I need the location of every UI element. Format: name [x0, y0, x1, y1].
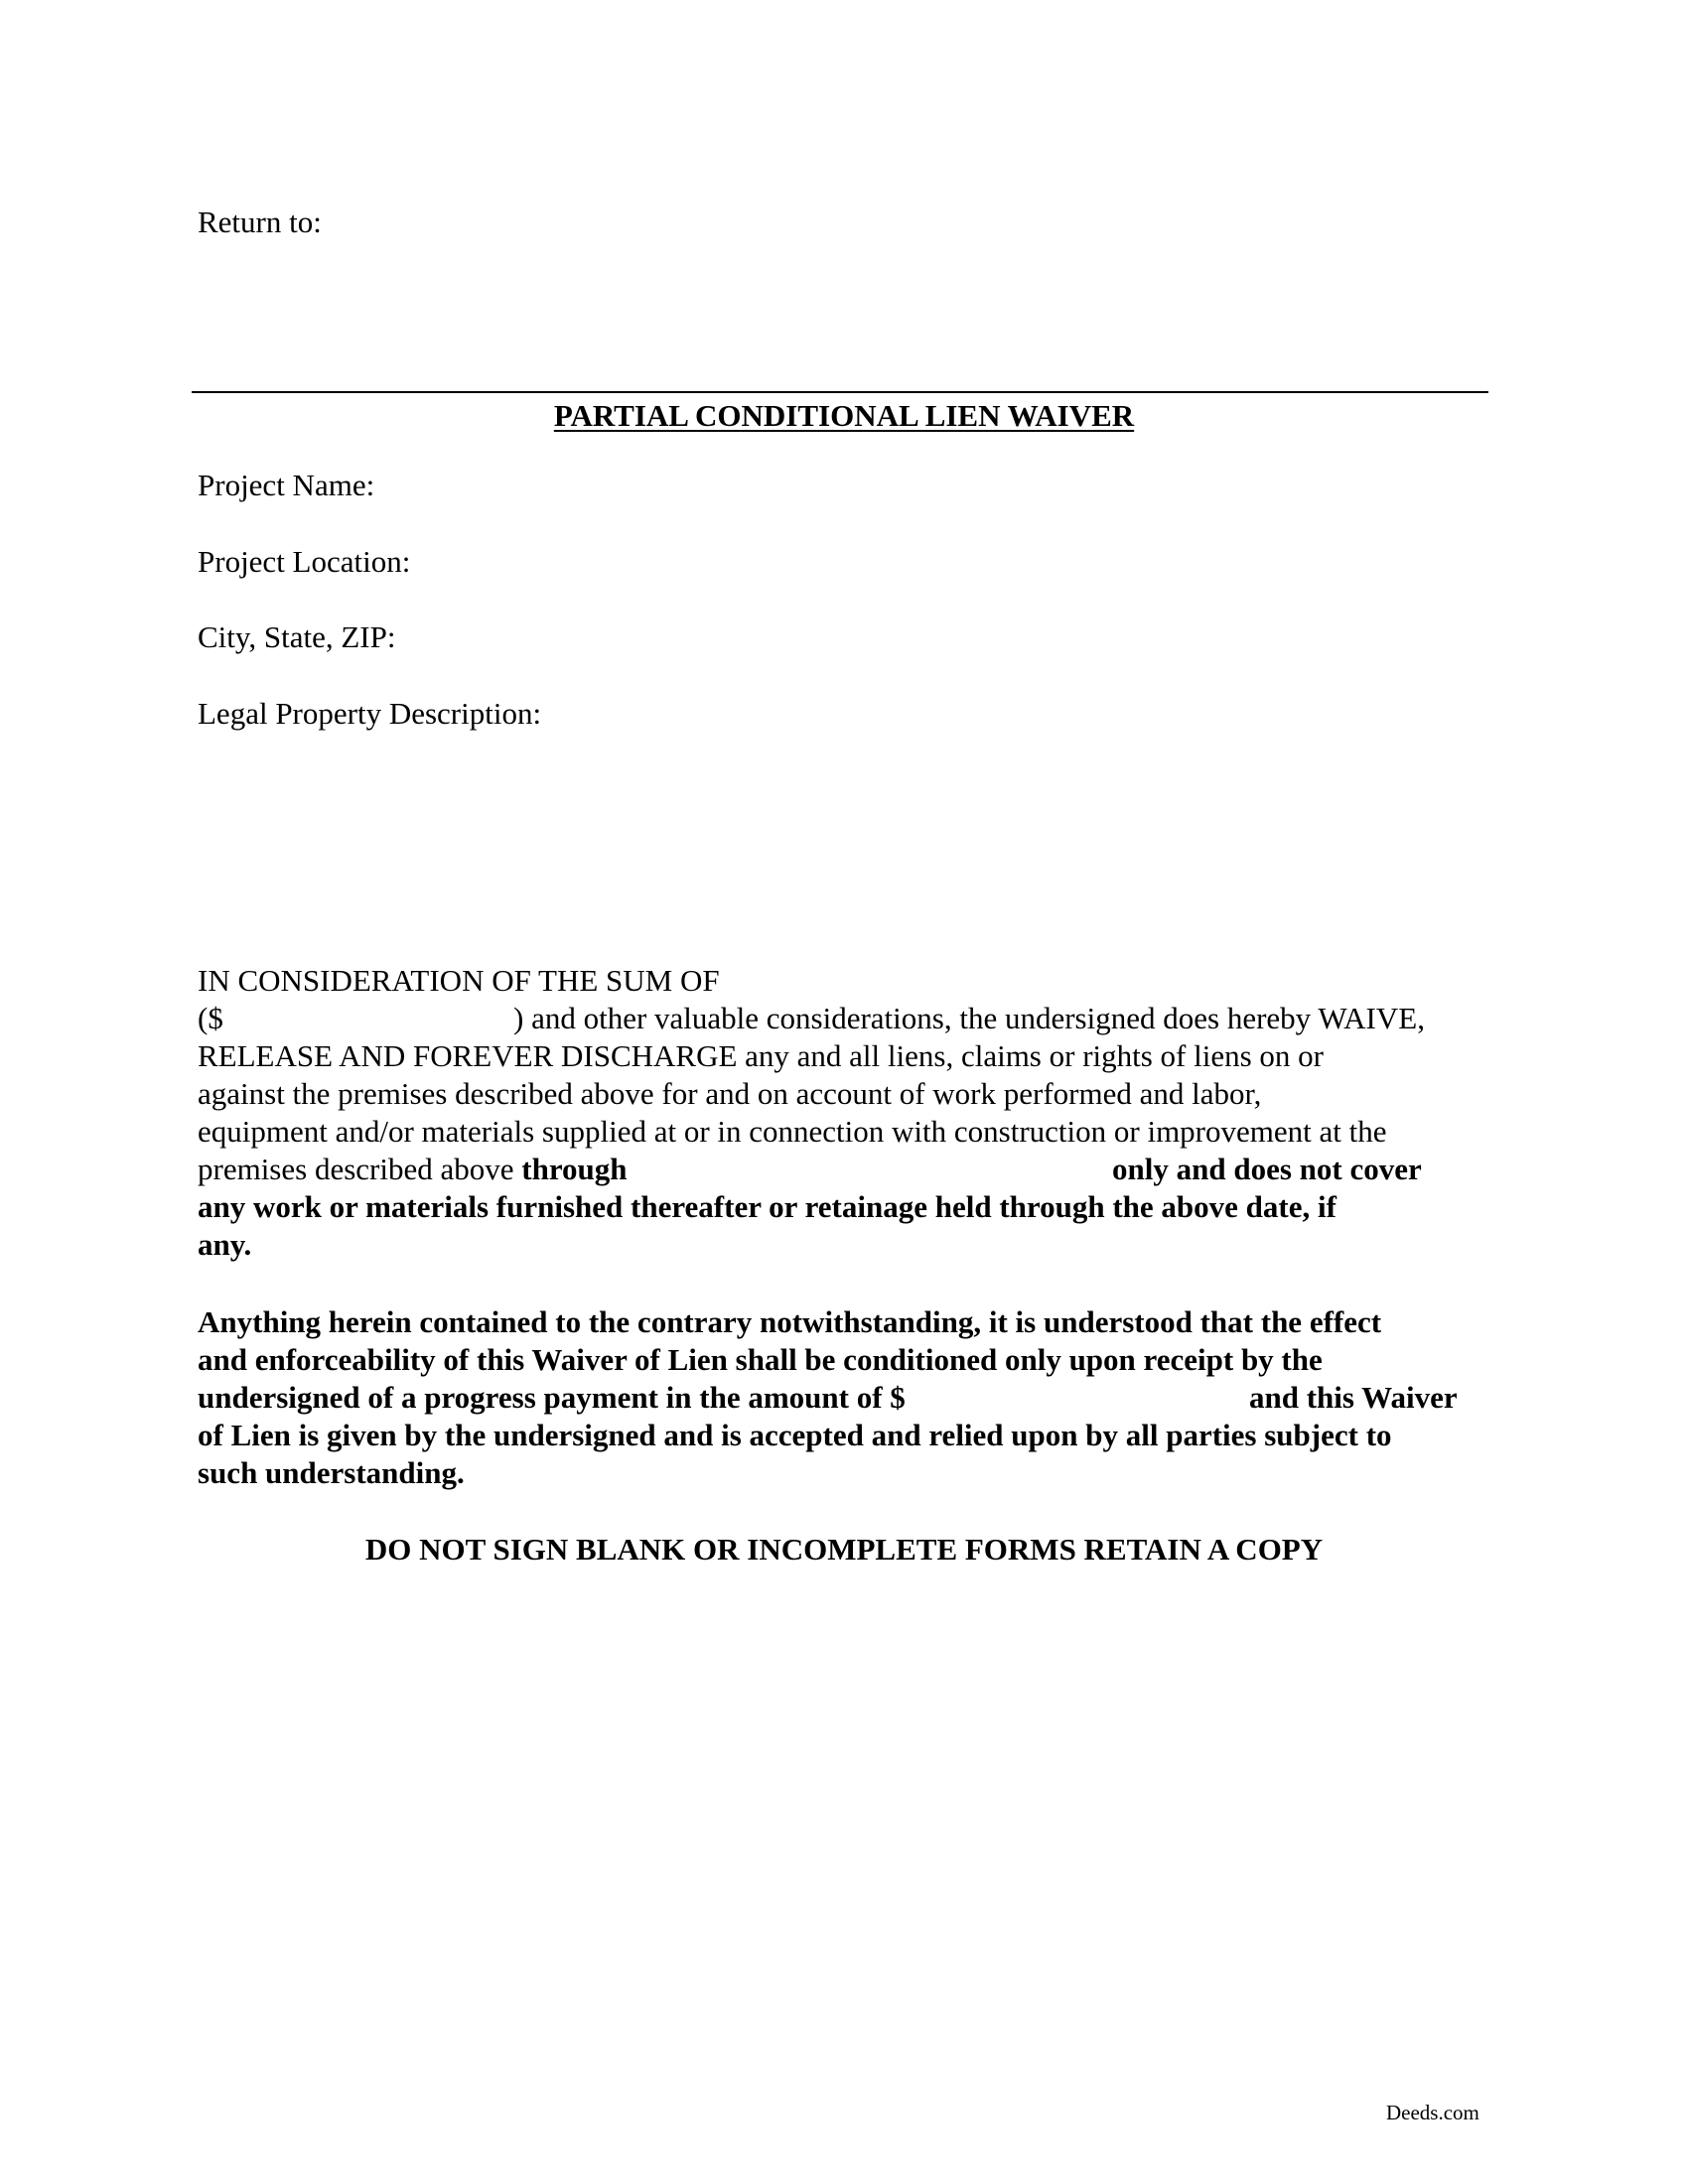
not-cover-text: only and does not cover	[1112, 1152, 1422, 1186]
condition-line-5: such understanding.	[198, 1455, 465, 1490]
consideration-line-2-text: ) and other valuable considerations, the undersigned does hereby WAIVE,	[513, 1001, 1425, 1035]
consideration-line-6-text: premises described above	[198, 1152, 514, 1186]
condition-line-1: Anything herein contained to the contrary notwithstanding, it is understood that the effect	[198, 1304, 1382, 1339]
project-name-label: Project Name:	[198, 468, 375, 502]
document-title-text: PARTIAL CONDITIONAL LIEN WAIVER	[553, 398, 1135, 433]
consideration-line-4: against the premises described above for and on account of work performed and labor,	[198, 1076, 1262, 1111]
consideration-line-8: any.	[198, 1227, 252, 1262]
signing-notice: DO NOT SIGN BLANK OR INCOMPLETE FORMS RETAIN A COPY	[364, 1532, 1324, 1567]
project-location-label: Project Location:	[198, 544, 411, 579]
document-title	[0, 397, 1688, 435]
return-to-label: Return to:	[198, 205, 322, 239]
this-waiver-text: and this Waiver	[1249, 1380, 1458, 1415]
consideration-line-5: equipment and/or materials supplied at or in connection with construction or improvement at the	[198, 1114, 1387, 1149]
consideration-line-1: IN CONSIDERATION OF THE SUM OF	[198, 963, 720, 998]
title-divider	[192, 391, 1488, 393]
footer-brand: Deeds.com	[1386, 2101, 1479, 2124]
condition-paragraph	[198, 1303, 1498, 1492]
legal-property-description-label: Legal Property Description:	[198, 696, 542, 731]
city-state-zip-label: City, State, ZIP:	[198, 619, 396, 654]
condition-line-2: and enforceability of this Waiver of Lien shall be conditioned only upon receipt by the	[198, 1342, 1323, 1377]
consideration-line-3: RELEASE AND FOREVER DISCHARGE any and all liens, claims or rights of liens on or	[198, 1038, 1324, 1073]
progress-payment-text: undersigned of a progress payment in the amount of $	[198, 1380, 906, 1415]
condition-line-3	[198, 1379, 1498, 1417]
consideration-line-7: any work or materials furnished thereafter or retainage held through the above date, if	[198, 1189, 1336, 1224]
sum-open-paren: ($	[198, 1001, 223, 1035]
through-label: through	[521, 1152, 628, 1186]
consideration-line-6	[198, 1151, 1498, 1188]
consideration-line-2	[198, 1000, 1498, 1037]
condition-line-4: of Lien is given by the undersigned and is accepted and relied upon by all parties subject to	[198, 1418, 1392, 1452]
consideration-paragraph	[198, 962, 1498, 1264]
